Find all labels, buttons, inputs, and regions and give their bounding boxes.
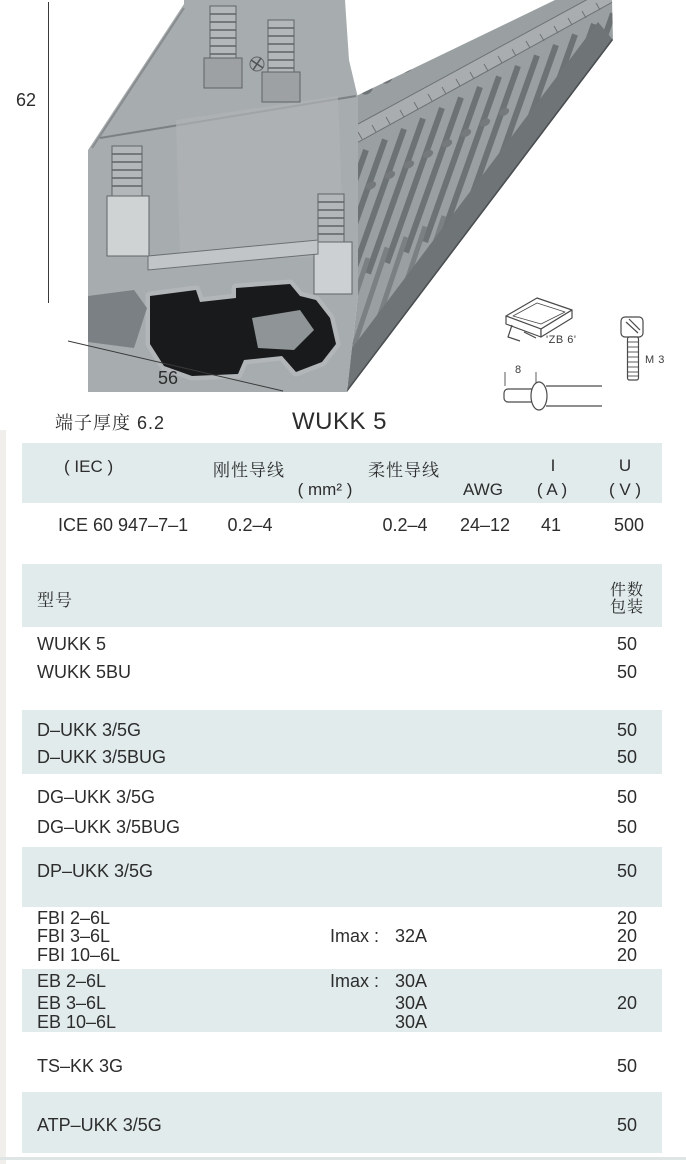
package-qty: 50 (616, 720, 637, 740)
imax-label: Imax : (330, 926, 380, 946)
spec-col-flexible: 柔性导线 (368, 461, 440, 480)
spec-awg-value: 24–12 (459, 515, 511, 535)
model-name: EB 3–6L (37, 993, 107, 1013)
model-name: DG–UKK 3/5BUG (37, 817, 181, 837)
model-name: TS–KK 3G (37, 1056, 124, 1076)
model-name: DP–UKK 3/5G (37, 861, 154, 881)
spec-col-awg: AWG (463, 480, 503, 499)
spec-voltage-value: 500 (613, 515, 645, 535)
package-qty: 50 (616, 1115, 637, 1135)
spec-current-value: 41 (540, 515, 562, 535)
package-qty: 20 (616, 926, 637, 946)
page-edge-shadow (0, 430, 6, 1164)
qty-col-header-line1: 件数 (609, 582, 644, 599)
m3-screw-icon (621, 317, 643, 380)
spec-col-iec: ( IEC ) (64, 457, 114, 476)
spec-flexible-value: 0.2–4 (382, 515, 428, 535)
page-bottom-shadow (0, 1157, 686, 1160)
package-qty: 50 (616, 634, 637, 654)
spec-standard: ICE 60 947–7–1 (58, 515, 189, 535)
page-title: WUKK 5 (292, 408, 388, 435)
model-name: FBI 3–6L (37, 926, 111, 946)
package-qty: 20 (616, 908, 637, 928)
model-header-band (22, 564, 662, 627)
imax-value: 32A (395, 926, 428, 946)
thickness-note: 端子厚度 6.2 (55, 413, 166, 433)
model-name: EB 10–6L (37, 1012, 117, 1032)
model-col-header: 型号 (37, 591, 73, 610)
spec-col-current: I (550, 456, 556, 475)
table-row (0, 744, 686, 770)
package-qty: 50 (616, 817, 637, 837)
package-qty: 50 (616, 1056, 637, 1076)
table-row (0, 814, 686, 840)
imax-value: 30A (395, 971, 428, 991)
model-name: EB 2–6L (37, 971, 107, 991)
table-row (0, 1009, 686, 1035)
spec-rigid-value: 0.2–4 (227, 515, 273, 535)
qty-col-header-line2: 包装 (609, 599, 644, 616)
package-qty: 50 (616, 861, 637, 881)
package-qty: 50 (616, 787, 637, 807)
height-dim-label: 62 (16, 90, 37, 110)
spec-col-rigid: 刚性导线 (213, 461, 285, 480)
table-row (0, 784, 686, 810)
imax-value: 30A (395, 1012, 428, 1032)
strip-length-label: 8 (515, 364, 522, 376)
wire-strip-icon (504, 372, 602, 410)
table-row (0, 858, 686, 884)
model-name: FBI 2–6L (37, 908, 111, 928)
marker-label: 'ZB 6' (546, 334, 577, 346)
spec-col-voltage-unit: ( V ) (608, 480, 642, 499)
screw-size-label: M 3 (645, 354, 665, 366)
qty-col-header (610, 582, 644, 616)
model-name: DG–UKK 3/5G (37, 787, 156, 807)
table-row (0, 1053, 686, 1079)
spec-col-mm2: ( mm² ) (297, 480, 353, 499)
model-name: WUKK 5 (37, 634, 107, 654)
width-dim-label: 56 (158, 368, 179, 388)
imax-value: 30A (395, 993, 428, 1013)
table-row (0, 631, 686, 657)
table-row (0, 659, 686, 685)
model-name: WUKK 5BU (37, 662, 132, 682)
model-name: D–UKK 3/5BUG (37, 747, 167, 767)
model-name: ATP–UKK 3/5G (37, 1115, 162, 1135)
table-row (0, 942, 686, 968)
spec-col-voltage: U (618, 456, 632, 475)
package-qty: 50 (616, 747, 637, 767)
package-qty: 50 (616, 662, 637, 682)
model-name: D–UKK 3/5G (37, 720, 142, 740)
table-row (0, 1112, 686, 1138)
product-illustration (0, 0, 686, 440)
model-name: FBI 10–6L (37, 945, 121, 965)
spec-col-current-unit: ( A ) (536, 480, 568, 499)
imax-label: Imax : (330, 971, 380, 991)
package-qty: 20 (616, 993, 637, 1013)
table-row (0, 717, 686, 743)
package-qty: 20 (616, 945, 637, 965)
